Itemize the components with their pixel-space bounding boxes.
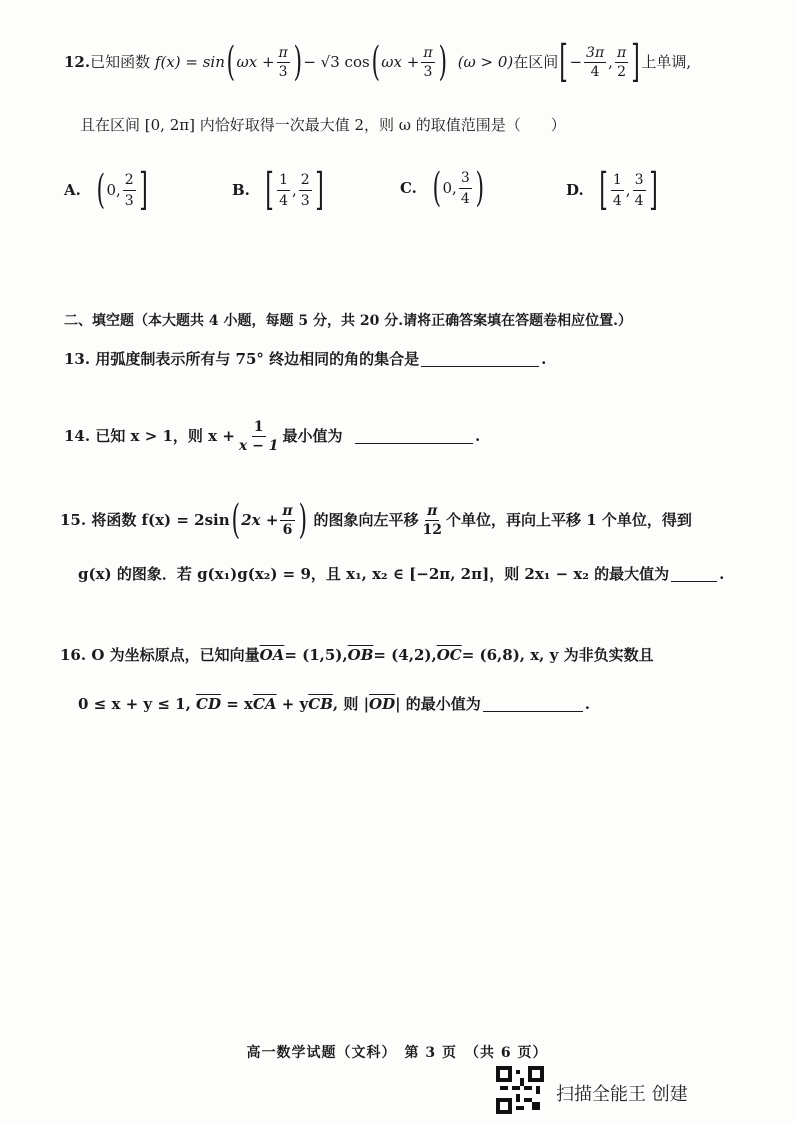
qr-code-icon	[496, 1066, 544, 1114]
q12-line2: 且在区间 [0, 2π] 内恰好取得一次最大值 2，则 ω 的取值范围是（ ）	[80, 116, 566, 134]
scanner-watermark: 扫描全能王 创建	[556, 1084, 688, 1105]
q12-arg2: ωx +	[381, 52, 420, 71]
q13-answer-blank	[421, 352, 539, 367]
q16-answer-blank	[483, 697, 583, 712]
q12-mid: − √3 cos	[303, 52, 370, 71]
q12-paren-close2: )	[438, 39, 447, 85]
q12-paren-open2: (	[371, 39, 380, 85]
q12-arg1: ωx +	[236, 52, 275, 71]
q12-choice-d: D. [ $\frac{1}{4}$ , $\frac{3}{4}$ ]	[566, 164, 658, 215]
q12-interval-text: 在区间	[513, 52, 559, 71]
q12-choice-c: C. ( 0, $\frac{3}{4}$ )	[400, 165, 484, 211]
q12-line1: 12. 已知函数 f(x) = sin ( ωx + $\frac{\pi}{3}$ ) − √3 cos ( ωx + $\frac{\pi}{3}$ ) (ω > 0) 在区间 [ − $\frac{3\pi}{4}$ , $\frac{\pi}{2}$ ] 上单调,	[64, 36, 692, 87]
q15-line2: g(x) 的图象．若 g(x₁)g(x₂) = 9，且 x₁, x₂ ∈ [−2π, 2π]，则 2x₁ − x₂ 的最大值为 .	[78, 565, 725, 583]
q13: 13. 用弧度制表示所有与 75° 终边相同的角的集合是 .	[64, 350, 547, 368]
q12-tail: 上单调,	[641, 52, 692, 71]
q12-lead: 已知函数	[90, 52, 151, 71]
q12-frac-pi3: $\frac{\pi}{3}$	[278, 44, 288, 80]
q12-cond: (ω > 0)	[457, 52, 514, 71]
q14: 14. 已知 x > 1，则 x + $\frac{1}{x - 1}$ 最小值为 .	[64, 419, 481, 454]
q12-bracket-open: [	[559, 36, 569, 87]
q12-paren-open: (	[226, 39, 235, 85]
q15-line1: 15. 将函数 f(x) = 2sin ( 2x + $\frac{\pi}{6}$ ) 的图象向左平移 $\frac{\pi}{12}$ 个单位，再向上平移 1 个单位，得到	[60, 497, 692, 543]
q12-choice-a: A. ( 0, $\frac{2}{3}$ ]	[64, 164, 148, 215]
q14-answer-blank	[355, 429, 473, 444]
q12-frac-pi3-b: $\frac{\pi}{3}$	[423, 44, 433, 80]
q12-choice-b: B. [ $\frac{1}{4}$ , $\frac{2}{3}$ ]	[232, 164, 324, 215]
q12-fx: f(x) = sin	[154, 52, 225, 71]
q12-number: 12.	[64, 52, 91, 71]
q12-paren-close: )	[293, 39, 302, 85]
section2-header: 二、填空题（本大题共 4 小题，每题 5 分，共 20 分.请将正确答案填在答题卷相应位置.）	[64, 313, 632, 329]
q12-bracket-close: ]	[631, 36, 641, 87]
q12-frac-hi: $\frac{\pi}{2}$	[616, 44, 627, 80]
q15-shift-fraction: $\frac{\pi}{12}$	[422, 502, 443, 538]
page-footer: 高一数学试题（文科） 第 3 页 （共 6 页）	[246, 1045, 548, 1061]
q16-line2: 0 ≤ x + y ≤ 1, $\overline{CD}$ = x $\overline{CA}$ + y $\overline{CB}$ , 则 | $\overline{OD}$ | 的最小值为 .	[78, 695, 591, 713]
q14-fraction: $\frac{1}{x - 1}$	[238, 419, 279, 454]
q12-frac-lo: $\frac{3\pi}{4}$	[586, 44, 605, 80]
q16-line1: 16. O 为坐标原点，已知向量 $\overline{OA}$ = (1,5), $\overline{OB}$ = (4,2), $\overline{OC}$ = (6,8), x, y 为非负实数且	[60, 646, 654, 664]
q15-answer-blank	[671, 567, 717, 582]
